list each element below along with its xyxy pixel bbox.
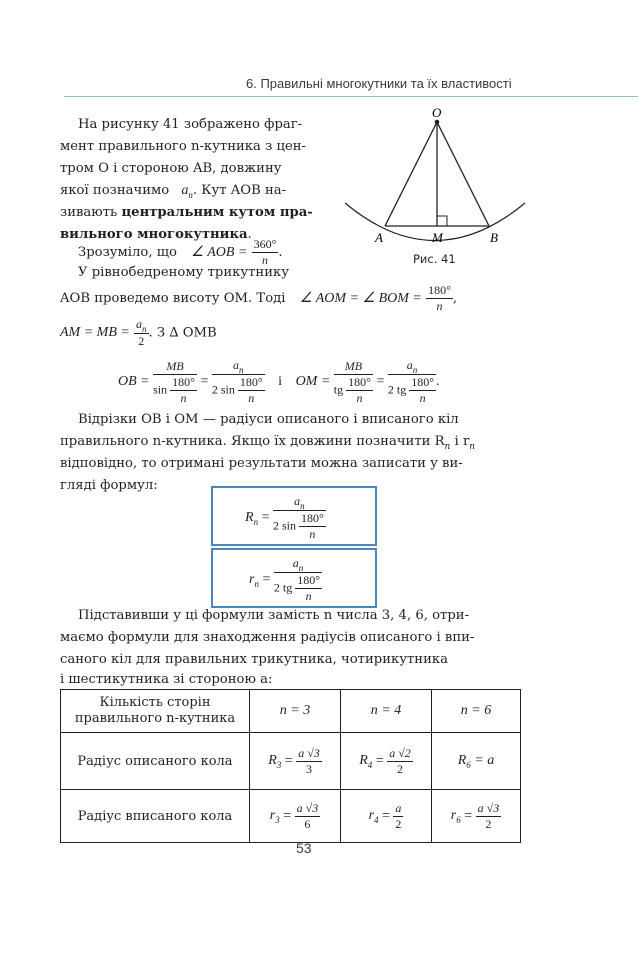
para3-line-3: саного кіл для правильних трикутника, чотирикутника [60, 652, 448, 667]
intro-line-1: На рисунку 41 зображено фраг- [78, 117, 303, 132]
table-header-n4: n = 4 [341, 690, 432, 733]
intro-line-3: тром O і стороною AB, довжину [60, 161, 282, 176]
table-header-n6: n = 6 [432, 690, 521, 733]
ob-om-formulas: OB = MB sin $\frac{180^\circ}{n}$ = $a_n$ 2 sin $\frac{180^\circ}{n}$ і OM = MB tg $\frac{180^\circ}{n}$ = $a_n$ 2 tg $\frac{180^\circ}{n}$ . [118, 358, 440, 405]
para2-line-4: гляді формул: [60, 478, 158, 493]
chapter-header: 6. Правильні многокутники та їх властивості [246, 76, 512, 91]
para2-line-1: Відрізки OB і OM — радіуси описаного і вписаного кіл [78, 412, 459, 427]
label-b: B [490, 230, 498, 245]
intro-line-5: зивають центральним кутом пра- [60, 205, 313, 220]
figure-41 [340, 105, 530, 268]
table-row-circumradius [61, 733, 521, 790]
aob-fraction: $\frac{360^\circ}{n}$ [253, 237, 277, 267]
intro-line-7: Зрозуміло, що ∠ AOB = $\frac{360^\circ}{n}$ . [78, 237, 283, 267]
cell-R3: $R_3$ = $\frac{a √3}{3}$ [250, 733, 341, 790]
page-number: 53 [296, 840, 312, 856]
cell-r3: $r_3$ = $\frac{a √3}{6}$ [250, 790, 341, 843]
cell-R4: $R_4$ = $\frac{a √2}{2}$ [341, 733, 432, 790]
label-m: M [432, 230, 443, 245]
cell-R6: $R_6 = a$ [432, 733, 521, 790]
para2-line-3: відповідно, то отримані результати можна записати у ви- [60, 456, 463, 471]
cell-r6: $r_6$ = $\frac{a √3}{2}$ [432, 790, 521, 843]
segment-oa [385, 122, 437, 226]
segment-ob [437, 122, 489, 226]
cell-r4: $r_4$ = $\frac{a}{2}$ [341, 790, 432, 843]
row-label-inradius: Радіус вписаного кола [61, 790, 250, 843]
intro-line-8: У рівнобедреному трикутнику [78, 265, 289, 280]
table-row-inradius [61, 790, 521, 843]
center-point [435, 120, 440, 125]
label-o: O [432, 105, 442, 120]
intro-line-2: мент правильного n-кутника з цен- [60, 139, 307, 154]
right-angle-mark [437, 216, 447, 226]
formula-box-r: $r_n$ = $a_n$ 2 tg $\frac{180^\circ}{n}$ [211, 548, 377, 608]
side-symbol: $a_n$ [181, 183, 193, 200]
para3-line-4: і шестикутника зі стороною a: [60, 672, 273, 687]
figure-caption: Рис. 41 [413, 252, 456, 266]
aom-line: AOB проведемо висоту OM. Тоді ∠ AOM = ∠ BOM = $\frac{180^\circ}{n}$ , [60, 283, 458, 313]
aob-formula-lhs: ∠ AOB = [191, 245, 248, 260]
intro-line-4-b: . Кут AOB на- [192, 183, 287, 198]
para2-line-2: правильного n-кутника. Якщо їх довжини позначити $R_n$ і $r_n$ [60, 434, 476, 452]
row-label-circumradius: Радіус описаного кола [61, 733, 250, 790]
para3-line-2: маємо формули для знаходження радіусів описаного і впи- [60, 630, 475, 645]
formula-box-R: $R_n$ = $a_n$ 2 sin $\frac{180^\circ}{n}$ [211, 486, 377, 546]
intro-line-4-a: якої позначимо [60, 183, 170, 198]
header-divider [64, 96, 638, 97]
para3-line-1: Підставивши у ці формули замість n числа 3, 4, 6, отри- [78, 608, 470, 623]
table-header-row [61, 690, 521, 733]
table-header-n3: n = 3 [250, 690, 341, 733]
radius-table [60, 689, 521, 843]
intro-line-4 [60, 183, 286, 199]
label-a: A [375, 230, 383, 245]
am-line: AM = MB = $\frac{a_n}{2}$ . З ∆ OMB [60, 317, 217, 348]
intro-line-6: вильного многокутника. [60, 227, 252, 242]
table-header-sides: Кількість сторін правильного n-кутника [61, 690, 250, 733]
